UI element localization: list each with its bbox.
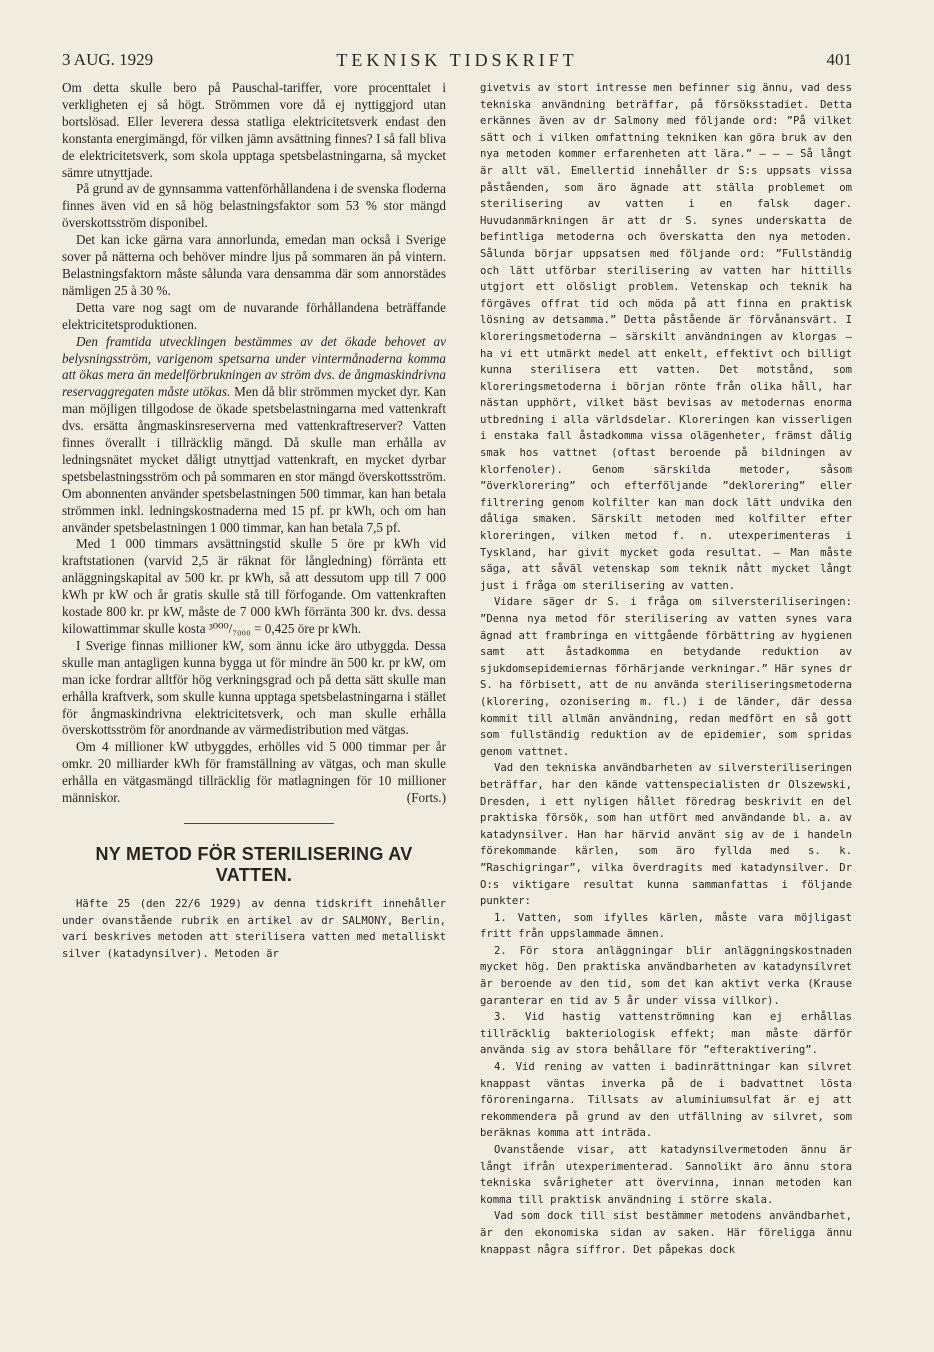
issue-date: 3 AUG. 1929	[62, 50, 154, 69]
paragraph	[62, 334, 446, 537]
paragraph: I Sverige finnas millioner kW, som ännu icke äro utbyggda. Dessa skulle man antagligen kunna bygga ut för mindre än 500 kr. pr kW, om man icke fordrar alltför hög verkningsgrad och på detta sätt skulle man erhålla kraftverk, som skulle kunna upptaga spetsbelastningarna i stället för ångmaskindrivna elektricitetsverk, och man skulle erhålla överskottsström för anordnande av värmedistribution med vätgas.	[62, 637, 446, 738]
paragraph: Vad den tekniska användbarheten av silversteriliseringen beträffar, har den kände vattenspecialisten dr Olszewski, Dresden, i ett nyligen hållet föredrag beskrivit en del praktiska försök, som han utfört med användande bl. a. av katadynsilver. Han har härvid använt sig av de i handeln förekommande kärlen, som äro fyllda med s. k. ”Raschigringar”, vilka överdragits med katadynsilver. Dr O:s viktigare resultat kunna sammanfattas i följande punkter:	[480, 762, 852, 908]
list-point: 2. För stora anläggningar blir anläggningskostnaden mycket hög. Den praktiska användbarheten av katadynsilvret är beroende av den tid, som det kan aktivt verka (Krause garanterar en tid av 5 år under vissa villkor).	[480, 944, 852, 1007]
right-column	[480, 80, 852, 1258]
paragraph-continuation: Men då blir strömmen mycket dyr. Kan man möjligen tillgodose de ökade spetsbelastningarna med vattenkraft dvs. ersätta ångmaskinsreserverna med vattenkraftreserver? Vatten finnes överallt i tillräcklig mängd. Då skulle man erhålla av ledningsnätet mycket dåligt utnyttjad vattenkraft, en mycket dyrbar spetsbelastningsström och på sommaren en stor mängd överskottsström. Om abonnenten använder spetsbelastningen 500 timmar, kan han betala strömmen inkl. ledningskostnaderna med 15 pf. pr kWh, och om han använder spetsbelastningen 1 000 timmar, kan han betala 7,5 pf.	[62, 384, 446, 535]
paragraph: Ovanstående visar, att katadynsilvermetoden ännu är långt ifrån utexperimenterad. Sannolikt äro ännu stora tekniska svårigheter att övervinna, innan metoden kan komma till praktisk användning i större skala.	[480, 1144, 852, 1206]
list-point: 4. Vid rening av vatten i badinrättningar kan silvret knappast väntas inverka på de i badvattnet lösta föroreningarna. Tillsats av aluminiumsulfat är ej att rekommendera på grund av den utfällning av silvret, som beräknas komma att inträda.	[480, 1061, 852, 1140]
paragraph	[62, 739, 446, 807]
paragraph: Med 1 000 timmars avsättningstid skulle 5 öre pr kWh vid kraftstationen (varvid 2,5 är räknat för långledning) förränta ett anläggningskapital av 500 kr. pr kWh, så att dessutom upp till 7 000 kWh pr kW och år gratis skulle stå till förfogande. Om vattenkraften kostade 800 kr. pr kW, måste de 7 000 kWh förränta 300 kr. dvs. dessa kilowattimmar skulle kosta ³⁰⁰⁰/₇₀₀₀ = 0,425 öre pr kWh.	[62, 536, 446, 636]
page-number: 401	[826, 50, 852, 69]
left-column	[62, 80, 446, 962]
section-divider	[184, 823, 334, 824]
paragraph: Det kan icke gärna vara annorlunda, emedan man också i Sverige sover på nätterna och behöver mindre ljus på sommaren än på vintern. Belastningsfaktorn måste sålunda vara densamma där som annorstädes nämligen 25 à 30 %.	[62, 232, 446, 298]
continued-note: (Forts.)	[406, 790, 446, 806]
paragraph: givetvis av stort intresse men befinner sig ännu, vad dess tekniska användning beträffar, på försöksstadiet. Detta erkännes även av dr Salmony med följande ord: ”På vilket sätt och i vilken omfattning tekniken kan göra bruk av den nya metoden kommer erfarenheten att lära.” — — — Så långt är allt väl. Emellertid innehåller dr S:s uppsats vissa påståenden, som äro ägnade att ställa problemet om sterilisering av vatten i en falsk dager. Huvudanmärkningen är att dr S. synes underskatta de befintliga metoderna och överskatta den nya metoden. Sålunda börjar uppsatsen med följande ord: ”Fullständig och lätt utförbar sterilisering av vatten har hittills utgjort ett olösligt problem. Vetenskap och teknik ha förgäves offrat tid och möda på att finna en praktisk lösning av detsamma.” Detta påstående är förvånansvärt. I kloreringsmetoderna — särskilt användningen av klorgas — ha vi ett utmärkt medel att enkelt, effektivt och billigt kunna sterilisera ett vatten. Det motstånd, som kloreringsmetoderna i början rönte från olika håll, har nästan upphört, vilket bäst bevisas av metodernas enorma utbredning i alla världsdelar. Kloreringen kan visserligen i enstaka fall åstadkomma vissa olägenheter, främst dålig smak hos vattnet (oftast beroende på bildningen av klorfenoler). Genom särskilda metoder, såsom ”överklorering” och efterföljande ”deklorering” eller filtrering genom kolfilter kan man dock lätt undvika den dåliga smaken. Särskilt metoden med kolfilter efter kloreringen, vilken metod f. n. utexperimenteras i Tyskland, har givit mycket goda resultat. — Man måste säga, att såväl vetenskap som teknik nått mycket långt just i fråga om sterilisering av vatten.	[480, 82, 852, 592]
paragraph: På grund av de gynnsamma vattenförhållandena i de svenska floderna finnes även vid en så hög belastningsfaktor som 53 % stor mängd överskottsström disponibel.	[62, 181, 446, 231]
page-header	[62, 50, 852, 74]
article-lead: Häfte 25 (den 22/6 1929) av denna tidskrift innehåller under ovanstående rubrik en artikel av dr SALMONY, Berlin, vari beskrives metoden att sterilisera vatten med metalliskt silver (katadynsilver). Metoden är	[62, 897, 446, 960]
paragraph: Vidare säger dr S. i fråga om silversteriliseringen: ”Denna nya metod för sterilisering av vatten synes vara ägnad att frambringa en vittgående förbättring av hygienen samt att åstadkomma en betydande reduktion av sjukdomsepidemiernas förhärjande verkningar.” Här synes dr S. ha förbisett, att de nu använda steriliseringsmetoderna (klorering, ozonisering m. fl.) i de länder, där dessa kommit till allmän användning, redan medfört en så gott som fullständig reduktion av de epidemier, som spridas genom vattnet.	[480, 596, 852, 758]
journal-title: TEKNISK TIDSKRIFT	[336, 50, 578, 70]
list-point: 1. Vatten, som ifylles kärlen, måste vara möjligast fritt från uppslammade ämnen.	[480, 911, 852, 941]
italic-emphasis: Den framtida utvecklingen bestämmes av det ökade behovet av belysningsström, varigenom spetsarna under vintermånaderna komma att ökas mera än medelförbrukningen av ström dvs. de ångmaskindrivna reservaggregaten måste utökas.	[62, 333, 446, 400]
paragraph-text: Om 4 millioner kW utbyggdes, erhölles vid 5 000 timmar per år omkr. 20 milliarder kWh för framställning av vätgas, och man skulle erhålla en vätgasmängd tillräcklig för matlagningen för 10 millioner människor.	[62, 739, 446, 806]
section-title: NY METOD FÖR STERILISERING AV VATTEN.	[95, 843, 413, 885]
paragraph: Om detta skulle bero på Pauschal-tariffer, vore procenttalet i verkligheten ej så högt. Strömmen vore då ej nyttiggjord utan bortslösad. Eller levererа dessa statliga elektricitetsverk endast den konstanta energimängd, för vilken jämn avsättning finnes? I så fall bliva de elektricitetsverk, som skola upptaga spetsbelastningarna, så mycket sämre utnyttjade.	[62, 80, 446, 180]
list-point: 3. Vid hastig vattenströmning kan ej erhållas tillräcklig bakteriologisk effekt; man måste därför använda sig av stora behållare för ”efteraktivering”.	[480, 1011, 852, 1057]
paragraph: Detta vare nog sagt om de nuvarande förhållandena beträffande elektricitetsproduktionen.	[62, 299, 446, 332]
paragraph: Vad som dock till sist bestämmer metodens användbarhet, är den ekonomiska sidan av saken. Här föreligga ännu knappast några siffror. Det påpekas dock	[480, 1210, 852, 1256]
